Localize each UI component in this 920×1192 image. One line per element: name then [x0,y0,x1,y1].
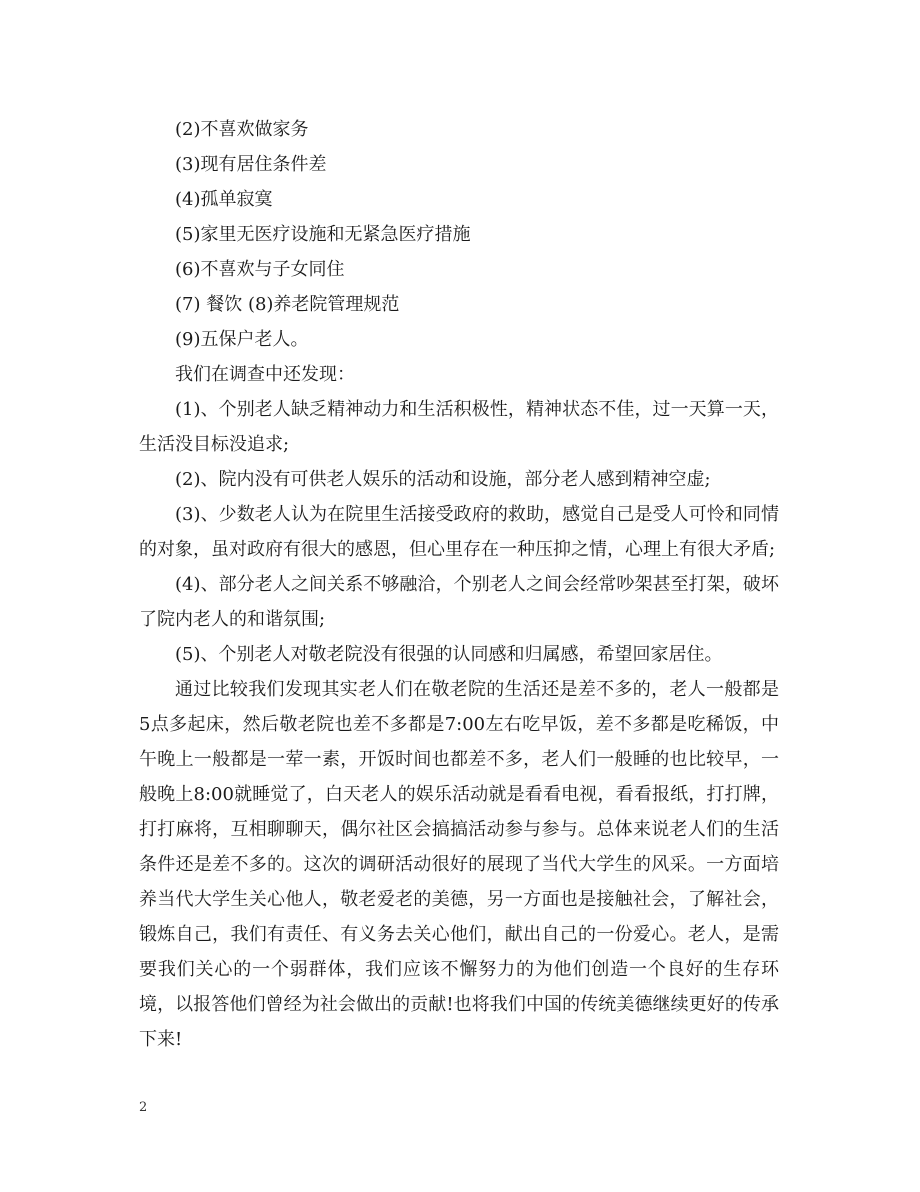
list-item: (2)不喜欢做家务 [175,119,309,140]
list-item: (3)现有居住条件差 [175,154,327,175]
list-item: (4)孤单寂寞 [175,189,273,210]
findings-intro: 我们在调查中还发现： [175,364,355,385]
finding-paragraph: (2)、院内没有可供老人娱乐的活动和设施，部分老人感到精神空虚; [175,469,711,490]
finding-paragraph: (3)、少数老人认为在院里生活接受政府的救助，感觉自己是受人可怜和同情的对象，虽对政府有很大的感恩，但心里存在一种压抑之情，心理上有很大矛盾; [139,504,779,560]
finding-paragraph: (1)、个别老人缺乏精神动力和生活积极性，精神状态不佳，过一天算一天，生活没目标没追求; [139,399,779,455]
page-number: 2 [139,1100,148,1115]
conclusion-paragraph: 通过比较我们发现其实老人们在敬老院的生活还是差不多的，老人一般都是5点多起床，然后敬老院也差不多都是7:00左右吃早饭，差不多都是吃稀饭，中午晚上一般都是一荤一素，开饭时间也都差不多，老人们一般睡的也比较早，一般晚上8:00就睡觉了，白天老人的娱乐活动就是看看电视，看看报纸，打打牌，打打麻将，互相聊聊天，偶尔社区会搞搞活动参与参与。总体来说老人们的生活条件还是差不多的。这次的调研活动很好的展现了当代大学生的风采。一方面培养当代大学生关心他人，敬老爱老的美德，另一方面也是接触社会，了解社会，锻炼自己，我们有责任、有义务去关心他们，献出自己的一份爱心。老人，是需要我们关心的一个弱群体，我们应该不懈努力的为他们创造一个良好的生存环境，以报答他们曾经为社会做出的贡献!也将我们中国的传统美德继续更好的传承下来! [139,679,779,1050]
list-item: (7) 餐饮 (8)养老院管理规范 [175,294,400,315]
finding-paragraph: (5)、个别老人对敬老院没有很强的认同感和归属感，希望回家居住。 [175,644,723,665]
document-body [139,112,779,1057]
list-item: (9)五保户老人。 [175,329,309,350]
list-item: (5)家里无医疗设施和无紧急医疗措施 [175,224,471,245]
finding-paragraph: (4)、部分老人之间关系不够融洽，个别老人之间会经常吵架甚至打架，破坏了院内老人的和谐氛围; [139,574,779,630]
list-item: (6)不喜欢与子女同住 [175,259,345,280]
